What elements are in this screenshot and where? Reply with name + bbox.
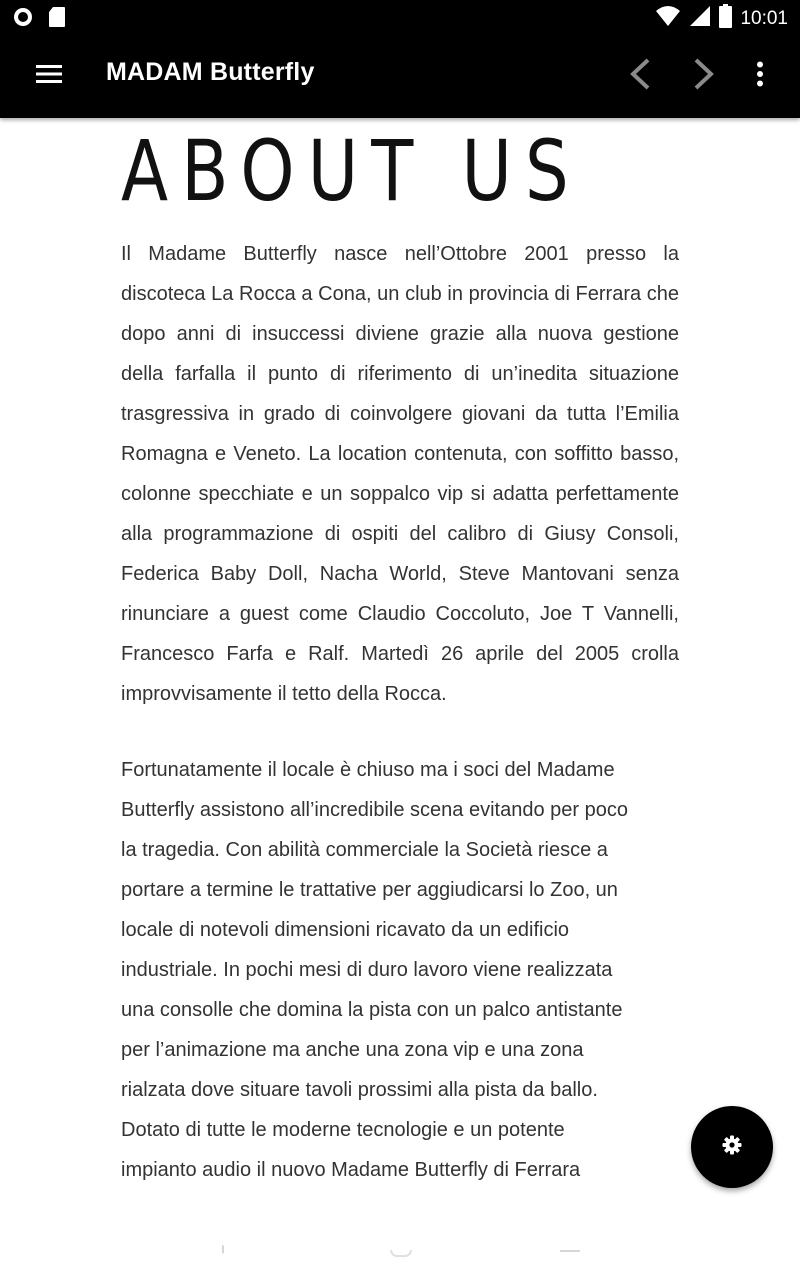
clock-time: 10:01 xyxy=(740,8,788,29)
gear-icon xyxy=(722,1135,742,1160)
overflow-menu-button[interactable] xyxy=(742,56,778,96)
more-vert-icon xyxy=(756,61,764,92)
settings-fab[interactable] xyxy=(691,1106,773,1188)
paragraph-line: rialzata dove situare tavoli prossimi alla pista da ballo. xyxy=(121,1079,598,1101)
bottom-nav-hints xyxy=(0,1250,800,1280)
paragraph-line: Butterfly assistono all’incredibile scena evitando per poco xyxy=(121,799,628,821)
status-left-icons xyxy=(12,6,66,33)
paragraph-line: locale di notevoli dimensioni ricavato da un edificio xyxy=(121,919,570,941)
paragraph-line: Dotato di tutte le moderne tecnologie e un potente xyxy=(121,1119,565,1141)
paragraph-history: Il Madame Butterfly nasce nell’Ottobre 2001 presso la discoteca La Rocca a Cona, un club in provincia di Ferrara che dopo anni di insuccessi diviene grazie alla nuova gestione della farfalla il punto di riferimento di un’inedita situazione trasgressiva in grado di coinvolgere giovani da tutta l’Emilia Romagna e Veneto. La location contenuta, con soffitto basso, colonne specchiate e un soppalco vip si adatta perfettamente alla programmazione di ospiti del calibro di Giusy Consoli, Federica Baby Doll, Nacha World, Steve Mantovani senza rinunciare a guest come Claudio Coccoluto, Joe T Vannelli, Francesco Farfa e Ralf. Martedì 26 aprile del 2005 crolla improvvisamente il tetto della Rocca. xyxy=(121,243,679,705)
sd-card-icon xyxy=(48,6,66,33)
forward-button[interactable] xyxy=(682,54,726,98)
paragraph-line: portare a termine le trattative per aggiudicarsi lo Zoo, un xyxy=(121,879,618,901)
paragraph-line: una consolle che domina la pista con un palco antistante xyxy=(121,999,623,1021)
app-title: MADAM Butterfly xyxy=(106,58,315,86)
nav-hint-recents xyxy=(560,1250,580,1260)
battery-icon xyxy=(719,4,732,34)
menu-button[interactable] xyxy=(26,56,72,96)
status-right-icons xyxy=(655,4,788,34)
wifi-icon xyxy=(655,5,681,33)
nav-hint-home xyxy=(390,1250,412,1257)
paragraph-line: per l’animazione ma anche una zona vip e una zona xyxy=(121,1039,584,1061)
circle-notification-icon xyxy=(12,6,34,33)
paragraph-line: Fortunatamente il locale è chiuso ma i soci del Madame xyxy=(121,759,615,781)
paragraph-line: industriale. In pochi mesi di duro lavoro viene realizzata xyxy=(121,959,613,981)
paragraph-line: la tragedia. Con abilità commerciale la Società riesce a xyxy=(121,839,608,861)
page-heading: ABOUT US xyxy=(121,122,582,220)
about-content xyxy=(121,118,679,1190)
forward-arrow-icon xyxy=(692,57,716,96)
paragraph-line: impianto audio il nuovo Madame Butterfly di Ferrara xyxy=(121,1159,581,1181)
back-button[interactable] xyxy=(618,54,662,98)
paragraph-zoo xyxy=(121,750,679,1190)
nav-hint-back xyxy=(222,1245,242,1264)
status-bar xyxy=(0,0,800,34)
app-bar xyxy=(0,34,800,118)
menu-icon xyxy=(36,64,62,89)
back-arrow-icon xyxy=(628,57,652,96)
cell-signal-icon xyxy=(689,5,711,33)
